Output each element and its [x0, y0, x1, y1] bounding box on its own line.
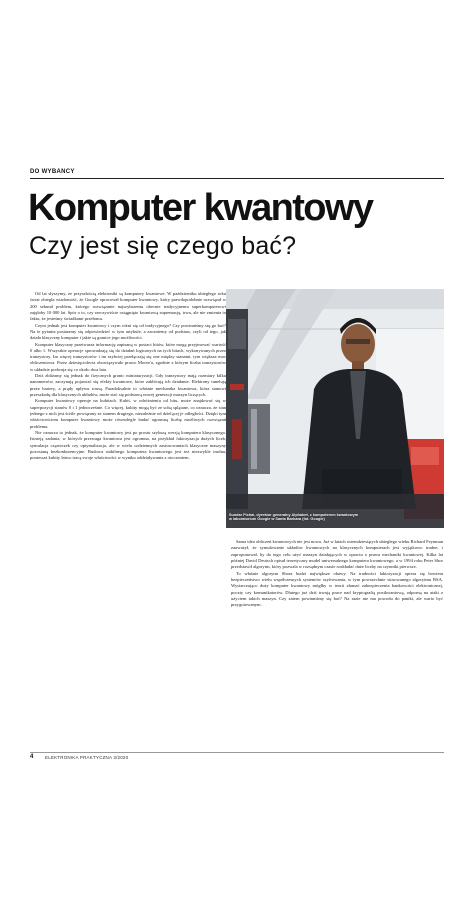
page-number: 4	[30, 754, 34, 760]
publication-footer: ELEKTRONIKA PRAKTYCZNA 3/2020	[45, 755, 129, 760]
photo-illustration	[226, 289, 444, 528]
paragraph: To właśnie algorytm Shora budzi największe obawy. Na trudności faktoryzacji opiera się bowiem bezpieczeństwo wielu współczesnych systemów szyfrowania, w tym powszechnie stosowanego algorytmu RSA. Wystarczająco duży komputer kwantowy mógłby w teorii złamać zabezpieczenia bankowości elektronicznej, poczty czy komunikatorów. Dlatego już dziś trwają prace nad kryptografią postkwantową, odporną na ataki z użyciem takich maszyn. Czy zatem powinniśmy się bać? Na razie nie ma powodu do paniki, ale warto być przygotowanym.	[231, 570, 443, 608]
magazine-page	[15, 163, 444, 765]
article-column-left	[30, 291, 226, 746]
section-label: DO WYBANCY	[30, 169, 75, 175]
paragraph: Nie oznacza to jednak, że komputer kwantowy jest po prostu szybszą wersją komputera klasycznego. Istnieją zadania, w których przewaga kwantowa jest ogromna, na przykład faktoryzacja dużych liczb, symulacja cząsteczek czy optymalizacja, ale w wielu codziennych zastosowaniach klasyczne maszyny pozostaną bezkonkurencyjne. Budowa stabilnego komputera kwantowego jest też niezwykle trudna, ponieważ kubity łatwo tracą swoje właściwości w wyniku oddziaływania z otoczeniem.	[30, 429, 226, 461]
section-rule	[30, 178, 444, 179]
paragraph: Sama idea obliczeń kwantowych nie jest nowa. Już w latach osiemdziesiątych ubiegłego wieku Richard Feynman zauważył, że symulowanie układów kwantowych na klasycznych komputerach jest wyjątkowo trudne, i zaproponował, by do tego celu użyć maszyn działających w oparciu o prawa mechaniki kwantowej. Kilka lat później David Deutsch opisał teoretyczny model uniwersalnego komputera kwantowego, a w 1994 roku Peter Shor przedstawił algorytm, który pozwala w rozsądnym czasie rozkładać duże liczby na czynniki pierwsze.	[231, 539, 443, 570]
article-photo	[226, 289, 444, 528]
paragraph: Od lat słyszymy, że przyszłością elektroniki są komputery kwantowe. W październiku ubiegłego roku świat obiegła wiadomość, że Google opracował komputer kwantowy, który prawdopodobnie rozwiązał w 200 sekund problem, którego rozwiązanie najszybszemu obecnie tradycyjnemu superkomputerowi zajęłoby 10 000 lat. Spór o to, czy rzeczywiście osiągnięto kwantową supremację, trwa, ale nie zmienia to faktu, że jesteśmy świadkami przełomu.	[30, 291, 226, 322]
subheadline: Czy jest się czego bać?	[29, 232, 297, 260]
paragraph: Dziś zbliżamy się jednak do fizycznych granic miniaturyzacji. Gdy tranzystory mają rozmiary kilku nanometrów, zaczynają pojawiać się efekty kwantowe, które zakłócają ich działanie. Elektrony tunelują przez bariery, a prądy upływu rosną. Paradoksalnie to właśnie mechanika kwantowa, która stanowi przeszkodę dla klasycznych układów, może stać się podstawą nowej generacji maszyn liczących.	[30, 373, 226, 397]
paragraph: Komputer klasyczny przetwarza informację zapisaną w postaci bitów, które mogą przyjmować wartość 0 albo 1. Wszystkie operacje sprowadzają się do działań logicznych na tych bitach, wykonywanych przez tranzystory. Im więcej tranzystorów i im szybciej przełączają się one między stanami, tym większa moc obliczeniowa. Przez dziesięciolecia obowiązywało prawo Moore'a, zgodnie z którym liczba tranzystorów w układzie podwaja się co około dwa lata.	[30, 341, 226, 372]
caption-line: Sundar Pichai, dyrektor generalny Alphabet, z komputerem kwantowym	[229, 512, 359, 517]
headline: Komputer kwantowy	[28, 187, 373, 229]
footer-rule	[30, 752, 444, 753]
paragraph: Czym jednak jest komputer kwantowy i czym różni się od tradycyjnego? Czy powinniśmy się go bać? Na te pytania postaramy się odpowiedzieć w tym artykule, a zaczniemy od podstaw, czyli od tego, jak działa klasyczny komputer i jakie są granice jego możliwości.	[30, 322, 226, 341]
photo-caption	[229, 513, 358, 522]
caption-line: w laboratorium Google w Santa Barbara (fot. Google)	[229, 517, 325, 522]
paragraph: Komputer kwantowy operuje na kubitach. Kubit, w odróżnieniu od bitu, może znajdować się w superpozycji stanów 0 i 1 jednocześnie. Co więcej, kubity mogą być ze sobą splątane, co oznacza, że stan jednego z nich jest ściśle powiązany ze stanem drugiego, niezależnie od dzielącej je odległości. Dzięki tym właściwościom komputer kwantowy może równolegle badać ogromną liczbę możliwych rozwiązań problemu.	[30, 398, 226, 429]
article-column-right	[231, 539, 443, 745]
